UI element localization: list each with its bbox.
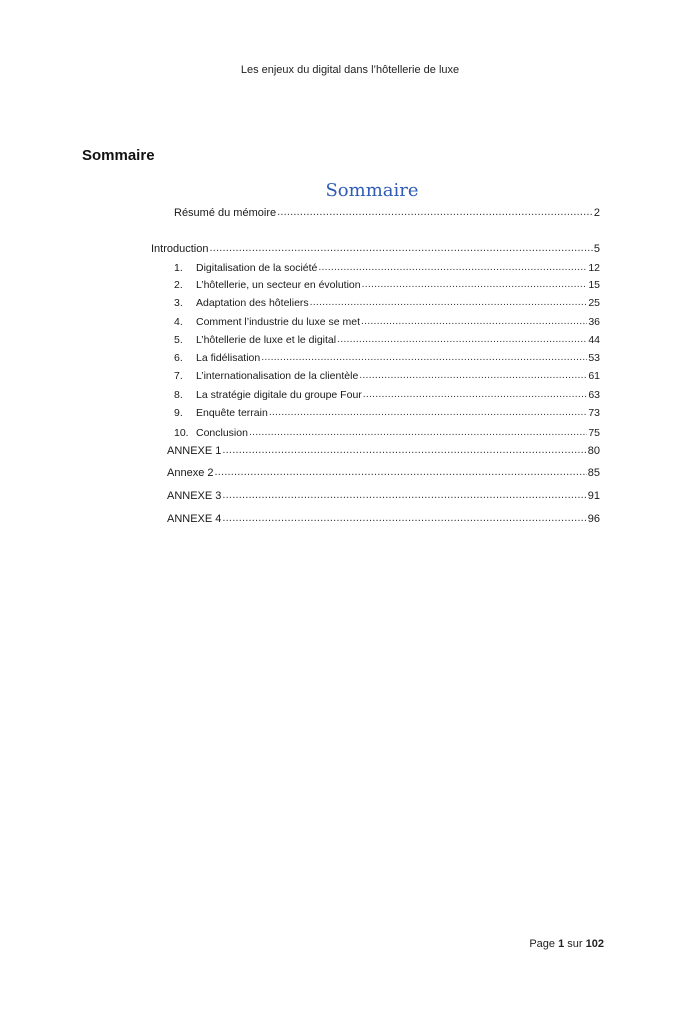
- page-word: Page: [529, 938, 556, 950]
- toc-dot-leader: [214, 464, 586, 480]
- toc-entry-number: 5.: [174, 334, 183, 346]
- toc-dot-leader: [261, 349, 587, 365]
- toc-entry[interactable]: [174, 368, 600, 384]
- toc-entry-label: Introduction: [151, 243, 209, 255]
- toc-entry-page: 36: [588, 316, 600, 328]
- toc-entry-label: ANNEXE 3: [167, 490, 222, 502]
- toc-dot-leader: [359, 367, 587, 383]
- toc-dot-leader: [222, 510, 586, 526]
- toc-entry-label: L’hôtellerie de luxe et le digital: [196, 334, 337, 346]
- toc-entry-number: 2.: [174, 279, 183, 291]
- toc-entry-label: Conclusion: [196, 427, 248, 439]
- toc-entry-page: 5: [593, 243, 600, 255]
- toc-entry-number: 1.: [174, 262, 183, 274]
- toc-entry-label: Résumé du mémoire: [174, 207, 277, 219]
- toc-entry-label: L’hôtellerie, un secteur en évolution: [196, 279, 361, 291]
- toc-entry-number: 9.: [174, 407, 183, 419]
- toc-entry-label: ANNEXE 1: [167, 445, 222, 457]
- toc-dot-leader: [362, 276, 588, 292]
- page-footer: [529, 938, 604, 950]
- toc-entry-page: 91: [587, 490, 600, 502]
- toc-entry[interactable]: [174, 295, 600, 311]
- toc-entry[interactable]: [174, 260, 600, 276]
- toc-entry[interactable]: [151, 241, 600, 257]
- toc-entry-label: Comment l’industrie du luxe se met: [196, 316, 360, 328]
- toc-title: Sommaire: [325, 180, 419, 201]
- toc-entry-number: 3.: [174, 297, 183, 309]
- toc-entry-page: 96: [587, 513, 600, 525]
- toc-entry-number: 4.: [174, 316, 183, 328]
- toc-entry-number: 6.: [174, 352, 183, 364]
- toc-dot-leader: [277, 204, 593, 220]
- toc-entry-page: 80: [587, 445, 600, 457]
- toc-entry[interactable]: [174, 277, 600, 293]
- current-page-number: 1: [558, 938, 565, 950]
- toc-entry[interactable]: [167, 465, 600, 481]
- toc-entry-page: 73: [588, 407, 600, 419]
- toc-entry-label: Annexe 2: [167, 467, 214, 479]
- toc-entry[interactable]: [174, 425, 600, 441]
- toc-dot-leader: [269, 404, 588, 420]
- toc-dot-leader: [337, 331, 587, 347]
- total-pages-number: 102: [585, 938, 604, 950]
- toc-entry[interactable]: [174, 350, 600, 366]
- toc-entry[interactable]: [167, 443, 600, 459]
- toc-entry-page: 75: [588, 427, 600, 439]
- toc-entry-page: 2: [593, 207, 600, 219]
- toc-entry[interactable]: [174, 332, 600, 348]
- toc-entry-page: 63: [588, 389, 600, 401]
- toc-dot-leader: [310, 294, 588, 310]
- toc-entry-page: 53: [588, 352, 600, 364]
- toc-entry[interactable]: [174, 314, 600, 330]
- toc-entry[interactable]: [174, 205, 600, 221]
- toc-entry-label: La fidélisation: [196, 352, 261, 364]
- page-separator: sur: [567, 938, 583, 950]
- toc-entry-label: Adaptation des hôteliers: [196, 297, 309, 309]
- toc-entry-page: 61: [588, 370, 600, 382]
- toc-entry-number: 10.: [174, 427, 189, 439]
- toc-entry-page: 25: [588, 297, 600, 309]
- toc-dot-leader: [222, 442, 586, 458]
- toc-entry-number: 7.: [174, 370, 183, 382]
- toc-entry-label: La stratégie digitale du groupe Four: [196, 389, 362, 401]
- toc-entry-label: L’internationalisation de la clientèle: [196, 370, 359, 382]
- toc-entry[interactable]: [167, 488, 600, 504]
- toc-entry-label: Enquête terrain: [196, 407, 268, 419]
- toc-entry-page: 15: [588, 279, 600, 291]
- toc-dot-leader: [222, 487, 586, 503]
- toc-entry[interactable]: [174, 387, 600, 403]
- toc-entry-number: 8.: [174, 389, 183, 401]
- section-heading: Sommaire: [82, 147, 155, 164]
- toc-entry-page: 12: [588, 262, 600, 274]
- toc-dot-leader: [318, 259, 587, 275]
- toc-entry-label: ANNEXE 4: [167, 513, 222, 525]
- toc-entry-label: Digitalisation de la société: [196, 262, 318, 274]
- toc-entry[interactable]: [167, 511, 600, 527]
- toc-dot-leader: [249, 424, 587, 440]
- toc-dot-leader: [363, 386, 588, 402]
- toc-dot-leader: [209, 240, 592, 256]
- running-header: Les enjeux du digital dans l’hôtellerie de luxe: [240, 64, 460, 76]
- toc-entry[interactable]: [174, 405, 600, 421]
- toc-entry-page: 44: [588, 334, 600, 346]
- toc-entry-page: 85: [587, 467, 600, 479]
- toc-dot-leader: [361, 313, 587, 329]
